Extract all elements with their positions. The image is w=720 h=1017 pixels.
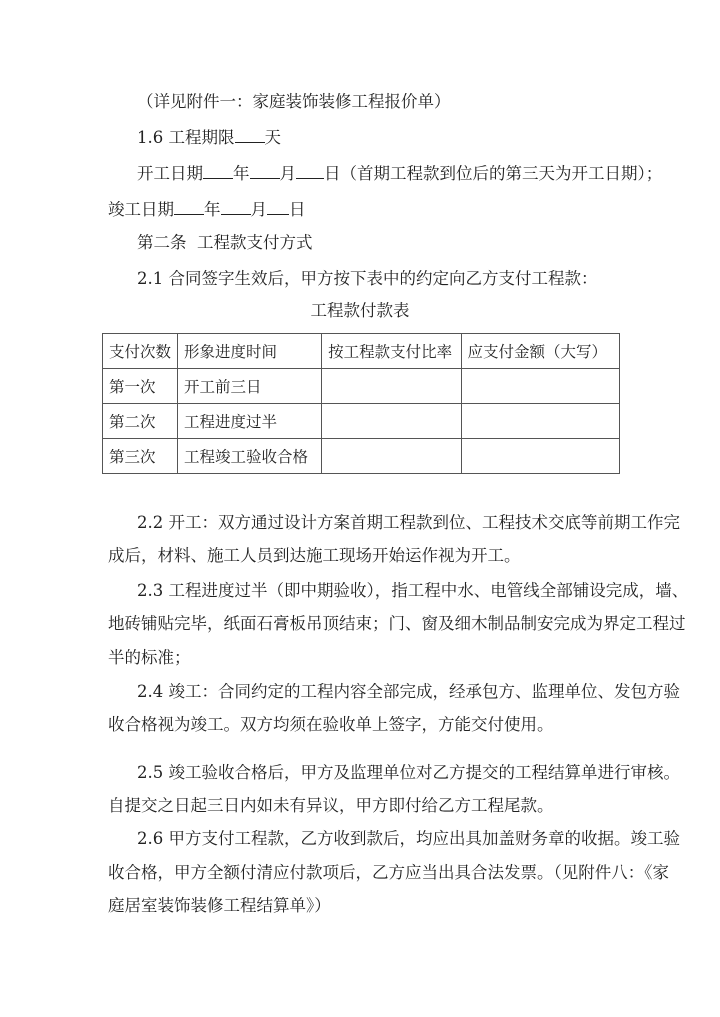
clause-2-1: 2.1 合同签字生效后，甲方按下表中的约定向乙方支付工程款：	[137, 269, 598, 288]
year-label: 年	[204, 200, 221, 219]
header-cell: 应支付金额（大写）	[461, 334, 619, 369]
start-note: （首期工程款到位后的第三天为开工日期）；	[340, 164, 663, 183]
article-title: 第二条 工程款支付方式	[137, 233, 313, 252]
end-label: 竣工日期	[108, 200, 174, 219]
clause-2-3-line: 半的标准；	[108, 648, 191, 667]
term-unit: 天	[264, 128, 281, 147]
table-cell[interactable]	[461, 369, 619, 404]
table-cell: 第二次	[103, 404, 178, 439]
clause-2-6-line: 收合格，甲方全额付清应付款项后，乙方应当出具合法发票。（见附件八：《家	[108, 863, 669, 882]
table-cell[interactable]	[322, 369, 461, 404]
end-year-blank[interactable]	[174, 198, 204, 215]
start-month-blank[interactable]	[250, 162, 280, 179]
start-year-blank[interactable]	[203, 162, 233, 179]
table-row	[103, 369, 620, 404]
clause-2-6-line: 庭居室装饰装修工程结算单》）	[108, 896, 331, 915]
end-day-blank[interactable]	[267, 198, 289, 215]
payment-table	[102, 333, 620, 474]
clause-2-4-line: 2.4 竣工：合同约定的工程内容全部完成，经承包方、监理单位、发包方验	[137, 682, 680, 701]
start-label: 开工日期	[137, 164, 203, 183]
clause-2-3-line: 2.3 工程进度过半（即中期验收），指工程中水、电管线全部铺设完成，墙、	[137, 581, 689, 600]
header-cell: 按工程款支付比率	[322, 334, 461, 369]
term-days-blank[interactable]	[235, 126, 265, 143]
term-label: 1.6 工程期限	[137, 128, 235, 147]
table-cell: 开工前三日	[178, 369, 322, 404]
clause-2-2-line: 2.2 开工：双方通过设计方案首期工程款到位、工程技术交底等前期工作完	[137, 513, 680, 532]
table-cell: 第一次	[103, 369, 178, 404]
year-label: 年	[233, 164, 250, 183]
table-cell[interactable]	[461, 439, 619, 474]
table-title: 工程款付款表	[310, 301, 410, 320]
table-row	[103, 404, 620, 439]
attachment-reference: （详见附件一：家庭装饰装修工程报价单）	[137, 92, 451, 111]
clause-2-2-line: 成后，材料、施工人员到达施工现场开始运作视为开工。	[108, 546, 521, 565]
table-cell[interactable]	[322, 404, 461, 439]
day-label: 日	[289, 200, 306, 219]
table-cell[interactable]	[461, 404, 619, 439]
month-label: 月	[250, 200, 267, 219]
table-cell[interactable]	[322, 439, 461, 474]
clause-2-3-line: 地砖铺贴完毕，纸面石膏板吊顶结束；门、窗及细木制品制安完成为界定工程过	[108, 614, 686, 633]
end-month-blank[interactable]	[221, 198, 251, 215]
table-cell: 工程进度过半	[178, 404, 322, 439]
table-row	[103, 439, 620, 474]
start-date-line	[137, 162, 662, 184]
header-cell: 形象进度时间	[178, 334, 322, 369]
project-term-line	[137, 126, 281, 148]
clause-2-5-line: 2.5 竣工验收合格后，甲方及监理单位对乙方提交的工程结算单进行审核。	[137, 763, 680, 782]
clause-2-6-line: 2.6 甲方支付工程款，乙方收到款后，均应出具加盖财务章的收据。竣工验	[137, 829, 680, 848]
clause-2-4-line: 收合格视为竣工。双方均须在验收单上签字，方能交付使用。	[108, 715, 554, 734]
end-date-line	[108, 198, 306, 220]
month-label: 月	[279, 164, 296, 183]
table-header-row	[103, 334, 620, 369]
start-day-blank[interactable]	[296, 162, 324, 179]
header-cell: 支付次数	[103, 334, 178, 369]
day-label: 日	[324, 164, 341, 183]
table-cell: 第三次	[103, 439, 178, 474]
clause-2-5-line: 自提交之日起三日内如未有异议，甲方即付给乙方工程尾款。	[108, 796, 554, 815]
table-cell: 工程竣工验收合格	[178, 439, 322, 474]
